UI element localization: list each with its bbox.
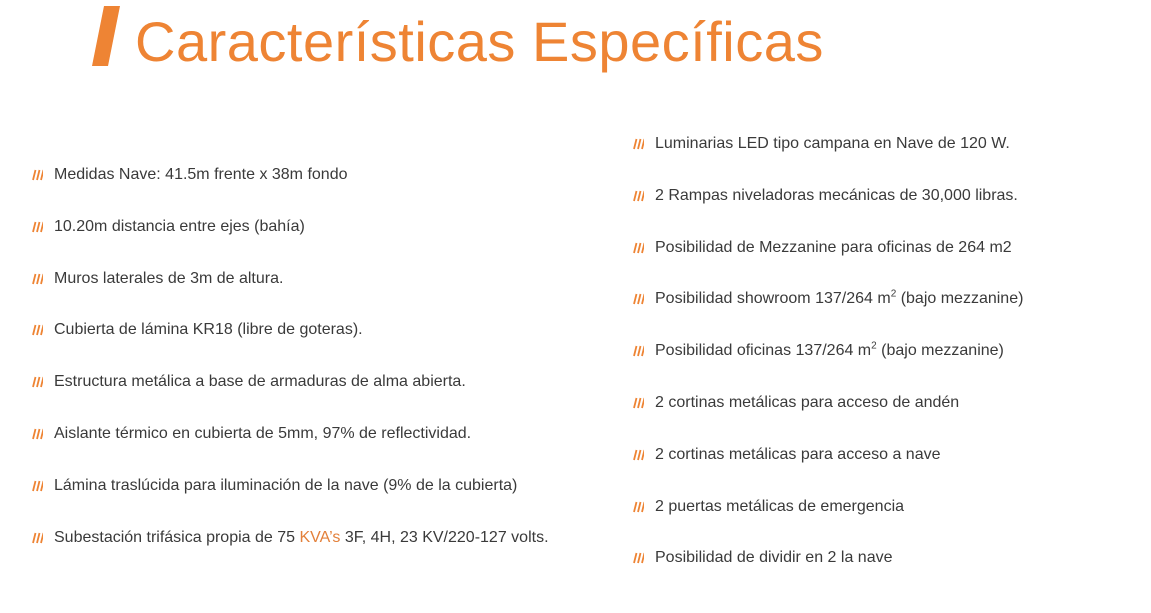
triple-slash-icon: [31, 376, 43, 388]
list-item-text: [655, 391, 959, 415]
list-item-text: [54, 163, 348, 187]
list-item-text: [54, 474, 517, 498]
triple-slash-icon: [632, 501, 644, 513]
triple-slash-icon: [31, 273, 43, 285]
triple-slash-icon: [632, 138, 644, 150]
list-item-text: [655, 495, 904, 519]
item-text-pre: Subestación trifásica propia de 75: [54, 528, 300, 546]
item-text-post: (bajo mezzanine): [876, 342, 1004, 360]
list-item-text: [54, 215, 305, 239]
triple-slash-icon: [632, 552, 644, 564]
item-text-pre: Posibilidad showroom 137/264 m: [655, 290, 891, 308]
list-item-text: [655, 546, 892, 570]
triple-slash-icon: [31, 428, 43, 440]
triple-slash-icon: [632, 242, 644, 254]
page-title: Características Específicas: [135, 10, 824, 73]
list-item-text: [54, 422, 471, 446]
list-item-text: [655, 339, 1004, 363]
triple-slash-icon: [31, 221, 43, 233]
item-text: Medidas Nave: 41.5m frente x 38m fondo: [54, 166, 348, 183]
item-text-pre: Posibilidad oficinas 137/264 m: [655, 342, 872, 360]
item-text: Cubierta de lámina KR18 (libre de goteras).: [54, 321, 363, 339]
triple-slash-icon: [31, 169, 43, 181]
item-text: 2 cortinas metálicas para acceso a nave: [655, 445, 941, 463]
item-superscript: 2: [871, 340, 877, 352]
item-text-post: (bajo mezzanine): [896, 290, 1024, 308]
item-superscript: 2: [890, 289, 897, 301]
item-text: 2 Rampas niveladoras mecánicas de 30,000 libras.: [655, 186, 1018, 204]
triple-slash-icon: [632, 397, 644, 409]
list-item-text: [54, 526, 549, 550]
triple-slash-icon: [31, 532, 43, 544]
item-text: Luminarias LED tipo campana en Nave de 120 W.: [655, 135, 1010, 152]
item-text: 2 cortinas metálicas para acceso de andén: [655, 394, 960, 411]
item-text: Estructura metálica a base de armaduras de alma abierta.: [54, 373, 466, 391]
triple-slash-icon: [31, 324, 43, 336]
list-item-text: [655, 184, 1018, 208]
item-text: Posibilidad de Mezzanine para oficinas de 264 m2: [655, 238, 1012, 256]
item-text: 2 puertas metálicas de emergencia: [655, 497, 905, 515]
list-item-text: [655, 443, 940, 467]
item-text-highlight: KVA’s: [299, 528, 341, 546]
triple-slash-icon: [632, 449, 644, 461]
list-item-text: [54, 370, 466, 394]
list-item-text: [655, 132, 1010, 156]
item-text-post: 3F, 4H, 23 KV/220-127 volts.: [340, 528, 549, 546]
item-text: Aislante térmico en cubierta de 5mm, 97% de reflectividad.: [54, 425, 472, 442]
list-item-text: [655, 236, 1012, 260]
item-text: 10.20m distancia entre ejes (bahía): [54, 217, 305, 235]
list-item-text: [54, 318, 363, 342]
triple-slash-icon: [632, 293, 644, 305]
list-item-text: [54, 267, 283, 291]
item-text: Lámina traslúcida para iluminación de la nave (9% de la cubierta): [54, 476, 518, 494]
title-accent-slash: [92, 6, 120, 66]
item-text: Muros laterales de 3m de altura.: [54, 269, 284, 287]
triple-slash-icon: [632, 345, 644, 357]
item-text: Posibilidad de dividir en 2 la nave: [655, 549, 893, 567]
triple-slash-icon: [632, 190, 644, 202]
list-item-text: [655, 287, 1023, 311]
triple-slash-icon: [31, 480, 43, 492]
